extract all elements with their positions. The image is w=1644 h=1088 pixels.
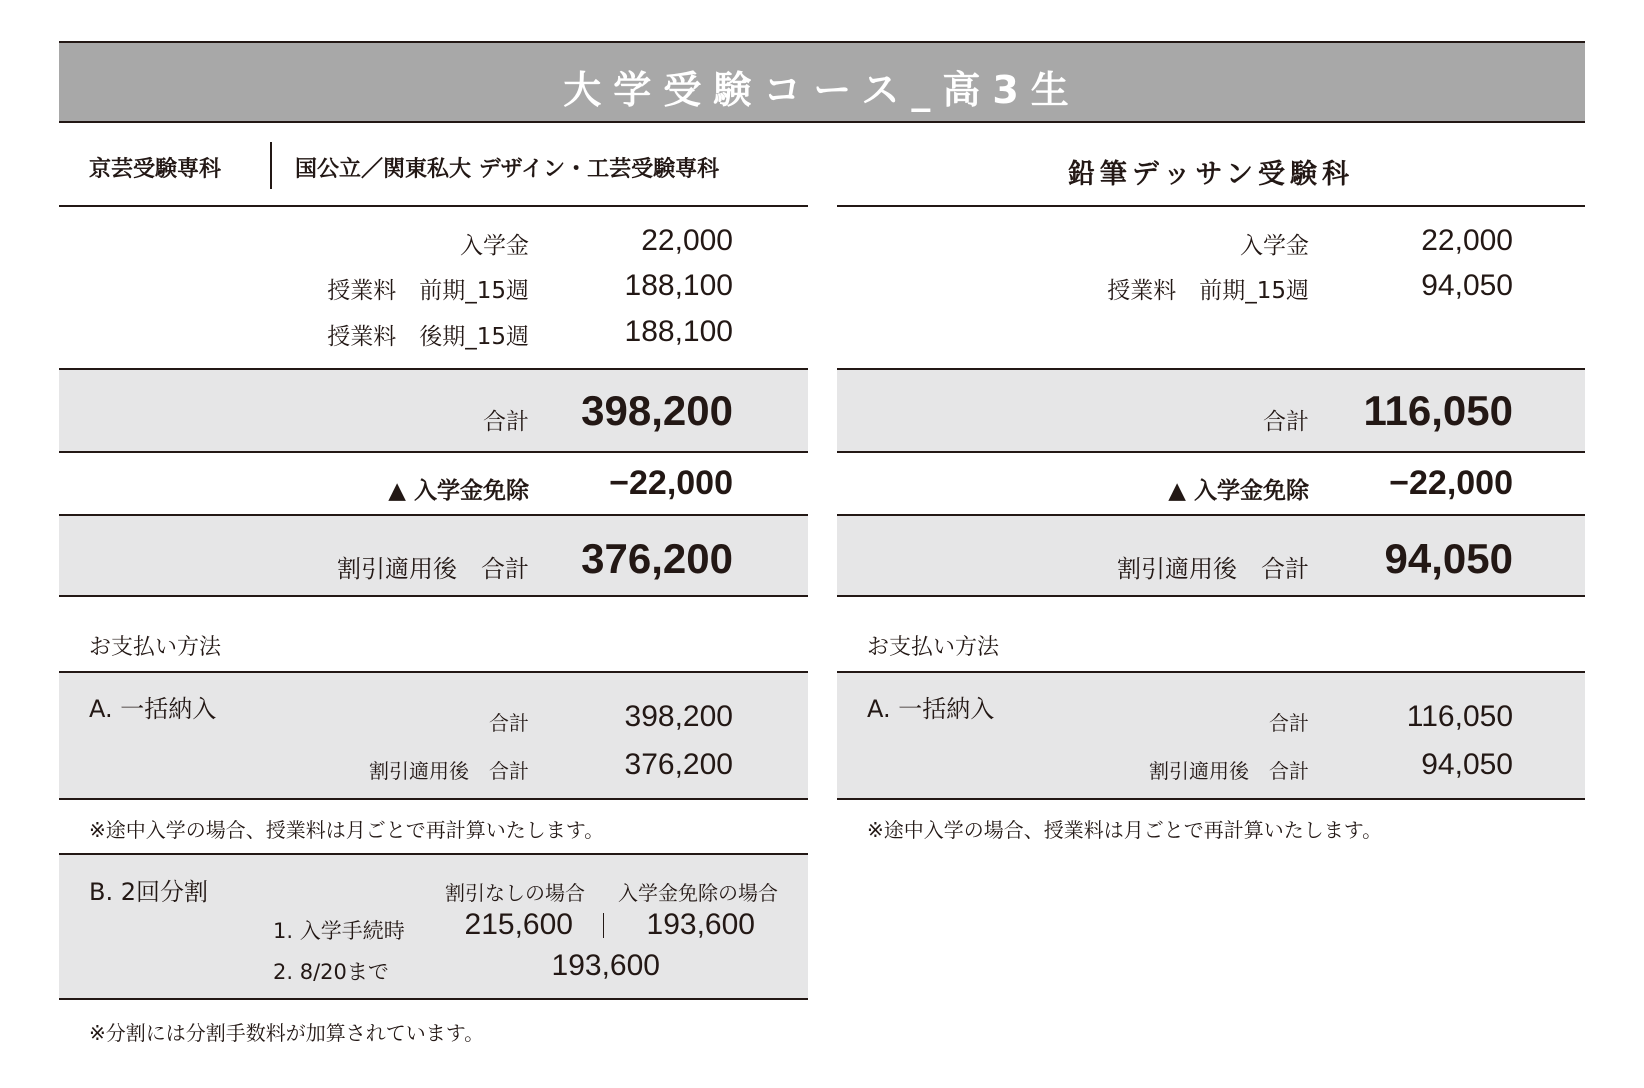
right-lump-title: A. 一括納入 [867,695,995,723]
left-exemption-label: ▲ 入学金免除 [388,478,529,504]
left-split-row1-no-discount: 215,600 [464,908,573,941]
right-fee-value: 22,000 [1421,224,1513,257]
left-lump-row-value: 398,200 [624,700,733,733]
left-lump-row-label: 割引適用後 合計 [369,759,529,783]
left-split-row2-label: 2. 8/20まで [273,960,389,984]
right-discounted-top-rule [837,514,1585,516]
left-payment-title: お支払い方法 [89,635,222,660]
right-fee-label: 授業料 前期_15週 [1107,278,1309,304]
left-discounted-top-rule [59,514,808,516]
right-course-header: 鉛筆デッサン受験科 [1067,159,1355,190]
left-header-rule [59,205,808,207]
left-fee-label: 授業料 後期_15週 [327,324,529,350]
right-fee-label: 入学金 [1240,233,1309,259]
left-discounted-value: 376,200 [581,535,733,582]
left-lump-row-label: 合計 [489,711,529,735]
right-note-midterm: ※途中入学の場合、授業料は月ごとで再計算いたします。 [867,818,1383,842]
right-discounted-value: 94,050 [1384,535,1513,582]
left-fee-value: 188,100 [624,269,733,302]
right-lump-row-label: 合計 [1269,711,1309,735]
left-total-label: 合計 [483,409,529,435]
left-total-bottom-rule [59,451,808,453]
right-header-rule [837,205,1585,207]
right-exemption-label: ▲ 入学金免除 [1168,478,1309,504]
left-split-row1-exempt: 193,600 [646,908,755,941]
left-split-row2-value: 193,600 [551,949,660,982]
left-split-col-exempt: 入学金免除の場合 [618,881,778,905]
right-lump-bottom-rule [837,798,1585,800]
right-lump-top-rule [837,671,1585,673]
left-lump-row-value: 376,200 [624,748,733,781]
left-discounted-bottom-rule [59,595,808,597]
left-fee-label: 入学金 [460,233,529,259]
left-split-top-rule [59,853,808,855]
right-fee-value: 94,050 [1421,269,1513,302]
right-lump-row-value: 94,050 [1421,748,1513,781]
right-total-top-rule [837,368,1585,370]
left-course-b-label: 国公立／関東私大 デザイン・工芸受験専科 [295,157,720,182]
left-split-row1-label: 1. 入学手続時 [273,919,405,943]
left-total-value: 398,200 [581,387,733,434]
left-exemption-value: −22,000 [609,464,733,502]
course-banner [59,41,1585,123]
right-total-bottom-rule [837,451,1585,453]
left-split-col-no-discount: 割引なしの場合 [445,881,585,905]
left-split-title: B. 2回分割 [89,878,208,906]
left-lump-top-rule [59,671,808,673]
left-discounted-label: 割引適用後 合計 [337,555,529,583]
right-lump-row-value: 116,050 [1406,700,1513,733]
left-header-divider [270,142,272,189]
right-total-label: 合計 [1263,409,1309,435]
right-discounted-label: 割引適用後 合計 [1117,555,1309,583]
left-lump-title: A. 一括納入 [89,695,217,723]
left-split-bottom-rule [59,998,808,1000]
right-exemption-value: −22,000 [1389,464,1513,502]
left-course-a-label: 京芸受験専科 [89,157,222,182]
left-fee-value: 188,100 [624,315,733,348]
right-payment-title: お支払い方法 [867,635,1000,660]
left-note-midterm: ※途中入学の場合、授業料は月ごとで再計算いたします。 [89,818,605,842]
left-fee-value: 22,000 [641,224,733,257]
left-total-top-rule [59,368,808,370]
left-note-split-fee: ※分割には分割手数料が加算されています。 [89,1021,485,1045]
left-lump-bottom-rule [59,798,808,800]
course-title: 大学受験コース_高3生 [563,68,1081,112]
right-total-value: 116,050 [1363,387,1513,434]
right-discounted-bottom-rule [837,595,1585,597]
left-fee-label: 授業料 前期_15週 [327,278,529,304]
right-lump-row-label: 割引適用後 合計 [1149,759,1309,783]
